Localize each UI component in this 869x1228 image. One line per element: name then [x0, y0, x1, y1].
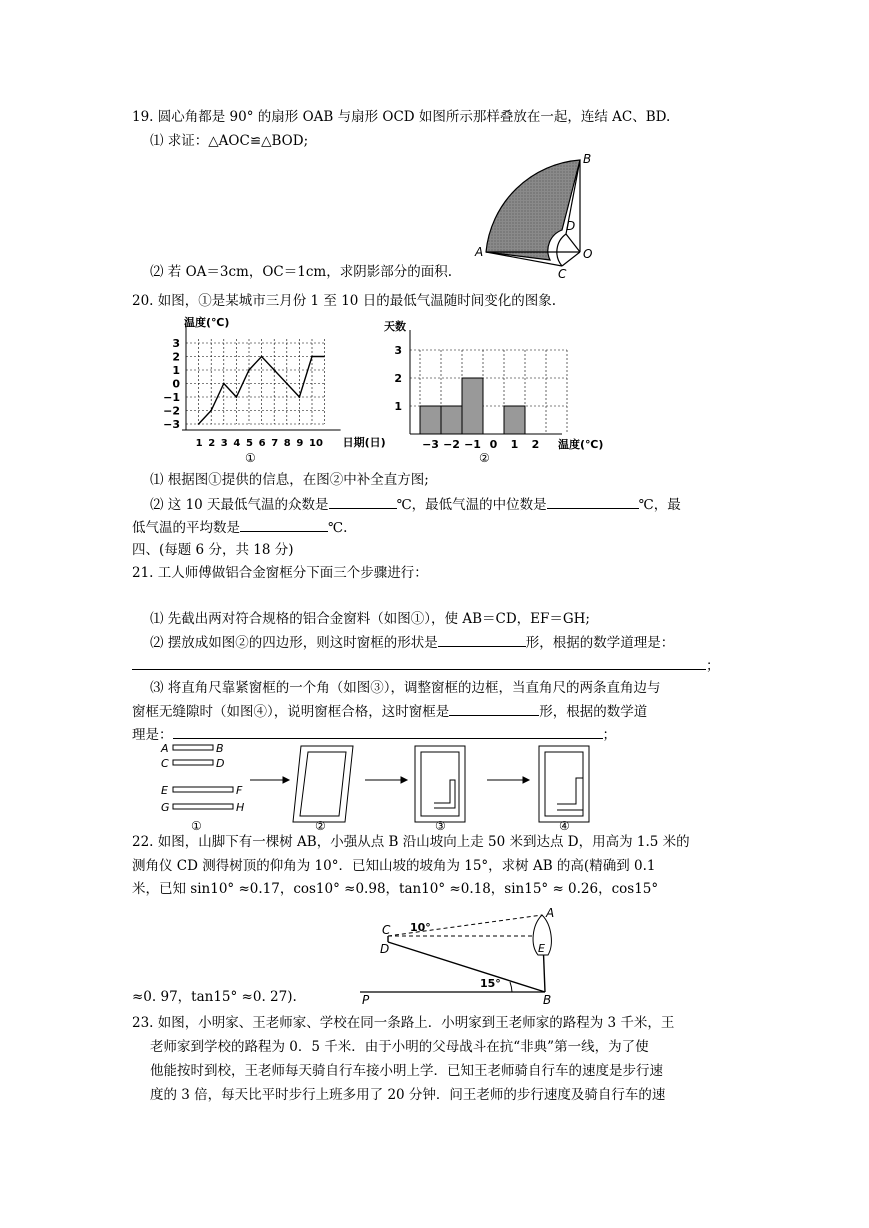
x-tick-label: 7	[271, 438, 279, 449]
data-point-day-8	[286, 383, 288, 385]
frame-with-square-fit	[539, 746, 589, 822]
y-tick-label: −2	[163, 404, 180, 418]
q21-window-frame-figure	[155, 742, 615, 834]
label-D: D	[566, 219, 576, 233]
histogram-bar-−1	[462, 378, 483, 434]
label-D: D	[216, 757, 225, 770]
bars-group	[173, 745, 233, 809]
histogram-bar-−2	[441, 406, 462, 434]
y-axis-title: 天数	[384, 320, 406, 333]
label-B: B	[216, 742, 224, 755]
temperature-histogram	[380, 316, 640, 465]
mode-answer-blank[interactable]	[329, 494, 397, 509]
shaded-region	[486, 160, 580, 260]
label-H: H	[236, 801, 245, 814]
label-E: E	[161, 784, 168, 797]
arc-CD	[557, 234, 566, 266]
q22-line1: 22. 如图，山脚下有一棵树 AB，小强从点 B 沿山坡向上走 50 米到达点 D，用高为 1.5 米的	[132, 834, 690, 850]
data-point-day-6	[261, 356, 263, 358]
chart-caption: ①	[245, 451, 256, 465]
caption-1: ①	[191, 819, 202, 833]
data-point-day-4	[236, 396, 238, 398]
label-A: A	[475, 245, 484, 259]
label-C: C	[558, 267, 567, 281]
y-tick-label: 3	[394, 344, 402, 357]
x-axis-title: 日期(日)	[342, 436, 386, 449]
frame-parallelogram	[293, 746, 353, 822]
q21-part3-b: 窗框无缝隙时（如图④），说明窗框合格，这时窗框是	[132, 704, 450, 720]
segment-OC	[562, 252, 580, 266]
data-point-day-3	[223, 383, 225, 385]
x-tick-label: 9	[296, 438, 304, 449]
q20-part2-e: ℃.	[328, 520, 348, 536]
label-C: C	[382, 923, 391, 937]
histogram-bar-1	[504, 406, 525, 434]
y-tick-label: 1	[172, 364, 180, 377]
chart-caption: ②	[479, 451, 490, 465]
q20-part1: ⑴ 根据图①提供的信息，在图②中补全直方图;	[150, 472, 429, 488]
q20-part2-a: ⑵ 这 10 天最低气温的众数是	[150, 497, 329, 513]
x-tick-label: 2	[531, 438, 540, 451]
q20-part2-c: ℃，最	[638, 497, 681, 513]
label-G: G	[161, 801, 170, 814]
q20-part2-line1	[150, 494, 681, 515]
y-tick-label: 2	[394, 372, 402, 385]
data-point-day-10	[311, 356, 313, 358]
q20-part2-line2	[132, 517, 347, 538]
y-tick-label: 2	[172, 350, 180, 364]
histogram-bar-−3	[420, 406, 441, 434]
q23-line3: 他能按时到校，王老师每天骑自行车接小明上学．已知王老师骑自行车的速度是步行速	[150, 1063, 663, 1079]
x-tick-label: 1	[195, 438, 203, 449]
label-P: P	[362, 993, 370, 1007]
q22-line4: ≈0. 97，tan15° ≈0. 27).	[132, 989, 297, 1005]
q21-part2-end: ；	[706, 658, 720, 674]
x-tick-label: −3	[422, 438, 439, 451]
y-tick-label: 1	[394, 400, 402, 413]
label-D: D	[380, 942, 390, 956]
mean-answer-blank[interactable]	[240, 517, 328, 532]
data-point-day-1	[198, 423, 200, 425]
x-tick-label: 0	[489, 438, 498, 451]
y-tick-label: 0	[172, 377, 180, 391]
section-four-heading: 四、(每题 6 分，共 18 分)	[132, 542, 294, 558]
x-tick-label: 5	[246, 438, 253, 449]
q21-part3-end: ；	[602, 727, 616, 743]
q23-line2: 老师家到学校的路程为 0．5 千米．由于小明的父母战斗在抗“非典”第一线，为了使	[150, 1039, 649, 1055]
angle-10-label: 10°	[410, 921, 431, 934]
label-F: F	[236, 784, 243, 797]
label-C: C	[161, 757, 169, 770]
temperature-line	[199, 357, 325, 425]
y-tick-label: −1	[163, 391, 180, 404]
q21-part2-a: ⑵ 摆放成如图②的四边形，则这时窗框的形状是	[150, 635, 438, 651]
q21-part2-line1	[150, 632, 674, 653]
q20-part2-b: ℃，最低气温的中位数是	[396, 497, 547, 513]
x-tick-label: 2	[208, 438, 216, 449]
median-answer-blank[interactable]	[547, 494, 639, 509]
label-B: B	[543, 993, 552, 1007]
data-point-day-5	[248, 369, 250, 371]
angle-15-label: 15°	[480, 977, 501, 990]
data-point-day-7	[273, 369, 275, 371]
q19-part2: ⑵ 若 OA＝3cm，OC＝1cm，求阴影部分的面积.	[150, 264, 452, 280]
shape-answer-blank-2[interactable]	[449, 701, 539, 716]
q21-part2-b: 形，根据的数学道理是：	[525, 635, 675, 651]
y-axis-title: 温度(℃)	[184, 316, 230, 329]
x-tick-label: 3	[220, 438, 228, 449]
label-E: E	[538, 942, 545, 955]
q21-part3-d: 理是：	[132, 727, 173, 743]
q19-figure	[470, 150, 600, 285]
q19-stem: 19. 圆心角都是 90° 的扇形 OAB 与扇形 OCD 如图所示那样叠放在一起，连结 AC、BD.	[132, 109, 671, 125]
x-tick-label: 1	[510, 438, 519, 451]
caption-4: ④	[559, 819, 570, 833]
q21-part2-line2	[132, 655, 720, 676]
label-A: A	[161, 742, 169, 755]
caption-3: ③	[435, 819, 446, 833]
q20-stem: 20. 如图，①是某城市三月份 1 至 10 日的最低气温随时间变化的图象.	[132, 293, 556, 309]
q20-part2-d: 低气温的平均数是	[132, 520, 240, 536]
q22-line2: 测角仪 CD 测得树顶的仰角为 10°．已知山坡的坡角为 15°，求树 AB 的高(精确到 0.1	[132, 858, 656, 874]
temperature-line-chart	[160, 316, 390, 465]
q21-part3-c: 形，根据的数学道	[539, 704, 648, 720]
q21-stem: 21. 工人师傅做铝合金窗框分下面三个步骤进行：	[132, 565, 428, 581]
x-tick-label: −2	[443, 438, 460, 451]
q22-slope-tree-figure	[360, 905, 570, 1005]
data-point-day-9	[299, 396, 301, 398]
q21-part3-line1: ⑶ 将直角尺靠紧窗框的一个角（如图③），调整窗框的边框，当直角尺的两条直角边与	[150, 680, 661, 696]
q22-line3: 米，已知 sin10° ≈0.17，cos10° ≈0.98，tan10° ≈0.18，sin15° ≈ 0.26，cos15°	[132, 881, 659, 897]
x-tick-label: 8	[283, 438, 291, 449]
q23-line4: 度的 3 倍，每天比平时步行上班多用了 20 分钟．问王老师的步行速度及骑自行车的速	[150, 1087, 666, 1103]
q23-line1: 23. 如图，小明家、王老师家、学校在同一条路上．小明家到王老师家的路程为 3 千米，王	[132, 1015, 675, 1031]
frame-with-square-partial	[415, 746, 465, 822]
reason-answer-blank-1[interactable]	[132, 655, 706, 670]
x-tick-label: 6	[258, 438, 266, 449]
reason-answer-blank-2[interactable]	[173, 724, 603, 739]
x-tick-label: 4	[233, 438, 241, 449]
q21-part1: ⑴ 先截出两对符合规格的铝合金窗料（如图①），使 AB＝CD，EF＝GH;	[150, 611, 590, 627]
x-tick-label: 10	[309, 438, 323, 449]
segment-OD	[566, 234, 580, 252]
angle-arc-15	[510, 982, 512, 992]
label-A: A	[546, 906, 555, 920]
y-tick-label: 3	[172, 337, 180, 350]
shape-answer-blank-1[interactable]	[438, 632, 526, 647]
data-point-day-2	[210, 410, 212, 412]
label-O: O	[583, 247, 593, 261]
y-tick-label: −3	[163, 418, 180, 431]
q19-part1: ⑴ 求证：△AOC≌△BOD;	[150, 133, 309, 149]
caption-2: ②	[315, 819, 326, 833]
x-axis-title: 温度(℃)	[558, 438, 604, 451]
q21-part3-line2	[132, 701, 647, 722]
label-B: B	[583, 152, 592, 166]
slope-line-DB	[388, 942, 545, 992]
x-tick-label: −1	[464, 438, 481, 451]
